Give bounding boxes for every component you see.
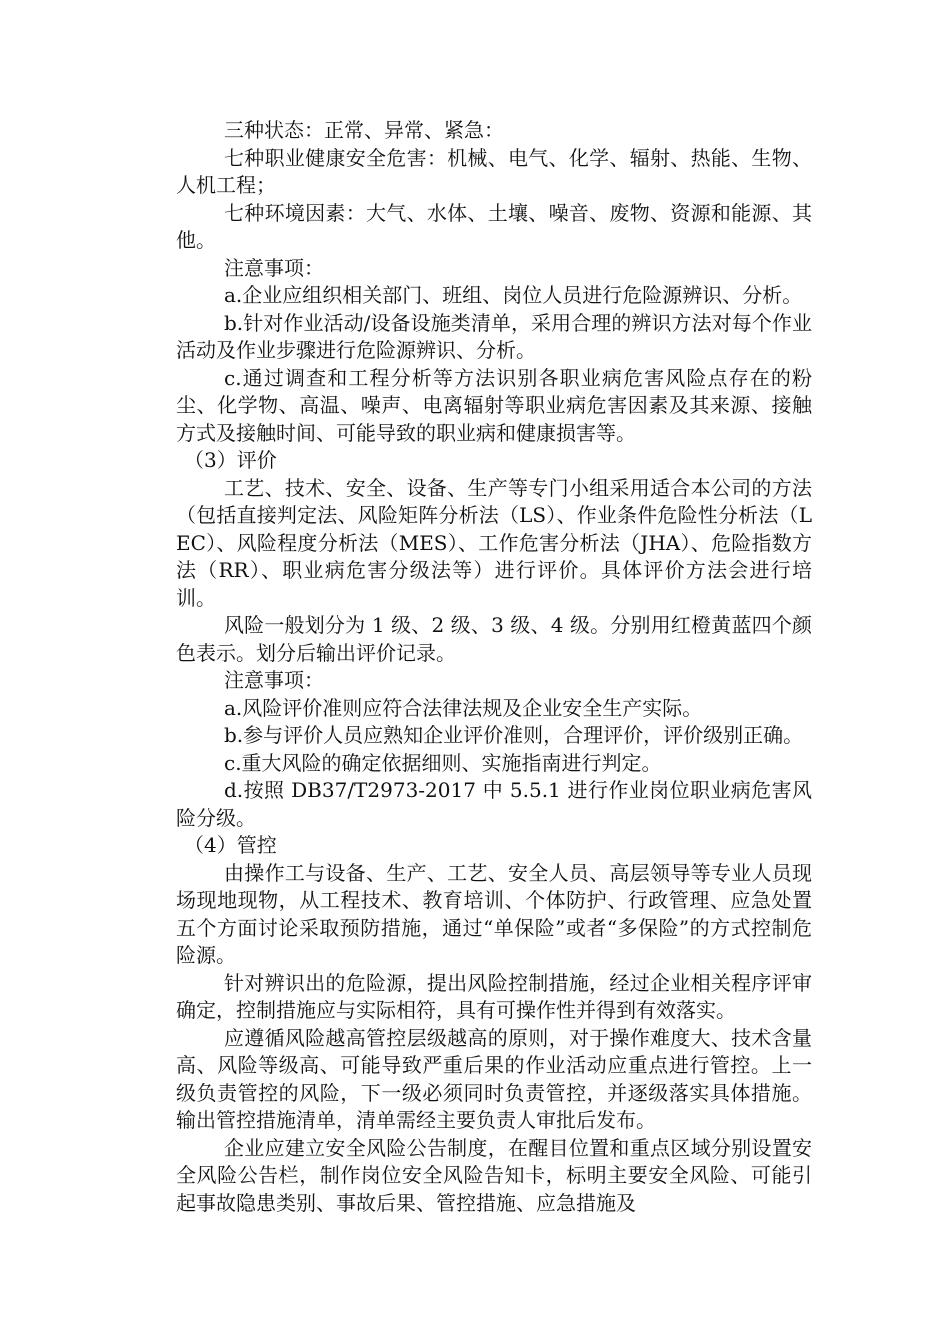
- paragraph-note-a: a.企业应组织相关部门、班组、岗位人员进行危险源辨识、分析。: [224, 283, 803, 307]
- paragraph-seven-hazards: 七种职业健康安全危害：机械、电气、化学、辐射、热能、生物、人机工程；: [176, 145, 812, 197]
- document-page: [176, 117, 812, 1217]
- paragraph-note-c: c.通过调查和工程分析等方法识别各职业病危害风险点存在的粉尘、化学物、高温、噪声、电离辐射等职业病危害因素及其来源、接触方式及接触时间、可能导致的职业病和健康损害等。: [176, 365, 812, 445]
- paragraph-control-implementation: 针对辨识出的危险源，提出风险控制措施，经过企业相关程序评审确定，控制措施应与实际相符，具有可操作性并得到有效落实。: [176, 970, 812, 1022]
- paragraph-eval-note-d: d.按照 DB37/T2973-2017 中 5.5.1 进行作业岗位职业病危害风险分级。: [176, 778, 812, 830]
- paragraph-three-states: 三种状态：正常、异常、紧急：: [224, 118, 504, 142]
- paragraph-risk-announcement: 企业应建立安全风险公告制度，在醒目位置和重点区域分别设置安全风险公告栏，制作岗位安全风险告知卡，标明主要安全风险、可能引起事故隐患类别、事故后果、管控措施、应急措施及: [176, 1135, 812, 1215]
- paragraph-evaluation-methods: 工艺、技术、安全、设备、生产等专门小组采用适合本公司的方法（包括直接判定法、风险矩阵分析法（LS）、作业条件危险性分析法（LEC）、风险程度分析法（MES）、工作危害分析法（JHA）、危险指数方法（RR）、职业病危害分级法等）进行评价。具体评价方法会进行培训。: [176, 475, 812, 610]
- paragraph-control-principle: 应遵循风险越高管控层级越高的原则，对于操作难度大、技术含量高、风险等级高、可能导致严重后果的作业活动应重点进行管控。上一级负责管控的风险，下一级必须同时负责管控，并逐级落实具体措施。输出管控措施清单，清单需经主要负责人审批后发布。: [176, 1025, 812, 1132]
- section-heading-control: （4）管控: [184, 833, 277, 857]
- paragraph-control-measures: 由操作工与设备、生产、工艺、安全人员、高层领导等专业人员现场现地现物，从工程技术、教育培训、个体防护、行政管理、应急处置五个方面讨论采取预防措施，通过“单保险”或者“多保险”的方式控制危险源。: [176, 860, 812, 967]
- section-heading-evaluation: （3）评价: [184, 448, 277, 472]
- paragraph-notes-label: 注意事项：: [224, 255, 324, 280]
- paragraph-eval-note-a: a.风险评价准则应符合法律法规及企业安全生产实际。: [224, 695, 703, 720]
- paragraph-seven-environment-factors: 七种环境因素：大气、水体、土壤、噪音、废物、资源和能源、其他。: [176, 200, 812, 252]
- paragraph-note-b: b.针对作业活动/设备设施类清单，采用合理的辨识方法对每个作业活动及作业步骤进行危险源辨识、分析。: [176, 310, 812, 362]
- paragraph-eval-note-c: c.重大风险的确定依据细则、实施指南进行判定。: [224, 750, 662, 775]
- paragraph-risk-levels: 风险一般划分为 1 级、2 级、3 级、4 级。分别用红橙黄蓝四个颜色表示。划分后输出评价记录。: [176, 613, 812, 665]
- paragraph-eval-note-b: b.参与评价人员应熟知企业评价准则，合理评价，评价级别正确。: [224, 723, 804, 747]
- paragraph-notes-label-2: 注意事项：: [224, 668, 324, 692]
